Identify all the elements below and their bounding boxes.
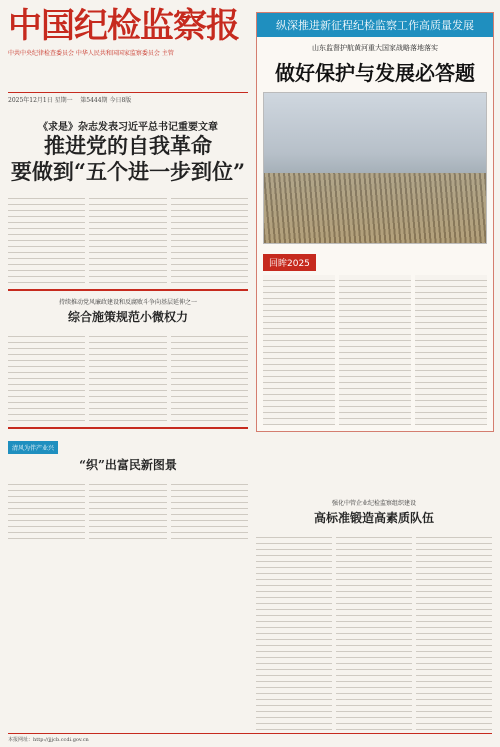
- text-block: [89, 479, 166, 539]
- section-3-title: “织”出富民新图景: [79, 458, 177, 472]
- feature-subhead: 山东监督护航黄河重大国家战略落地落实: [312, 44, 438, 52]
- wetland-photo: [263, 92, 487, 244]
- lead-body: [8, 193, 248, 283]
- reeds-graphic: [264, 173, 486, 243]
- text-block: [171, 331, 248, 421]
- divider: [8, 289, 248, 291]
- year-review-tag: 回眸2025: [263, 254, 316, 271]
- feature-body: [257, 275, 493, 431]
- text-block: [89, 193, 166, 283]
- text-block: [339, 275, 411, 425]
- section-3: [8, 435, 248, 539]
- main-headline-2: 要做到“五个进一步到位”: [10, 159, 246, 184]
- bottom-right-article: [256, 498, 492, 732]
- main-headline-1: 推进党的自我革命: [44, 133, 212, 158]
- bottom-body: [256, 532, 492, 732]
- section-3-tag: 清风为伴产业兴: [8, 441, 58, 454]
- text-block: [336, 532, 412, 732]
- text-block: [256, 532, 332, 732]
- lead-intro: 《求是》杂志发表习近平总书记重要文章: [38, 122, 218, 133]
- text-block: [171, 479, 248, 539]
- section-2-subtitle: 持续推动党风廉政建设和反腐败斗争向基层延伸之一: [58, 299, 197, 306]
- left-column: [8, 112, 248, 539]
- divider: [8, 427, 248, 429]
- feature-banner: 纵深推进新征程纪检监察工作高质量发展: [257, 13, 493, 37]
- section-2: [8, 297, 248, 421]
- text-block: [8, 331, 85, 421]
- text-block: [8, 479, 85, 539]
- section-3-body: [8, 479, 248, 539]
- bottom-subtitle: 强化中管企业纪检监察组织建设: [331, 500, 416, 507]
- issue-text: 第5444期 今日8版: [80, 97, 132, 104]
- right-feature: [256, 12, 494, 432]
- text-block: [263, 275, 335, 425]
- section-2-body: [8, 331, 248, 421]
- newspaper-logo: 中国纪检监察报: [8, 6, 239, 46]
- footer: 本报网址：http://jjjcb.ccdi.gov.cn: [8, 733, 492, 743]
- text-block: [415, 275, 487, 425]
- section-2-title: 综合施策规范小微权力: [67, 310, 188, 324]
- dateline: [8, 92, 248, 104]
- sponsor-line: 中共中央纪律检查委员会 中华人民共和国国家监察委员会 主管: [8, 50, 174, 57]
- date-text: 2025年12月1日 星期一: [8, 97, 73, 104]
- text-block: [8, 193, 85, 283]
- feature-title: 做好保护与发展必答题: [275, 61, 475, 85]
- bottom-title: 高标准锻造高素质队伍: [313, 511, 434, 525]
- text-block: [171, 193, 248, 283]
- text-block: [89, 331, 166, 421]
- masthead: [8, 6, 248, 92]
- text-block: [416, 532, 492, 732]
